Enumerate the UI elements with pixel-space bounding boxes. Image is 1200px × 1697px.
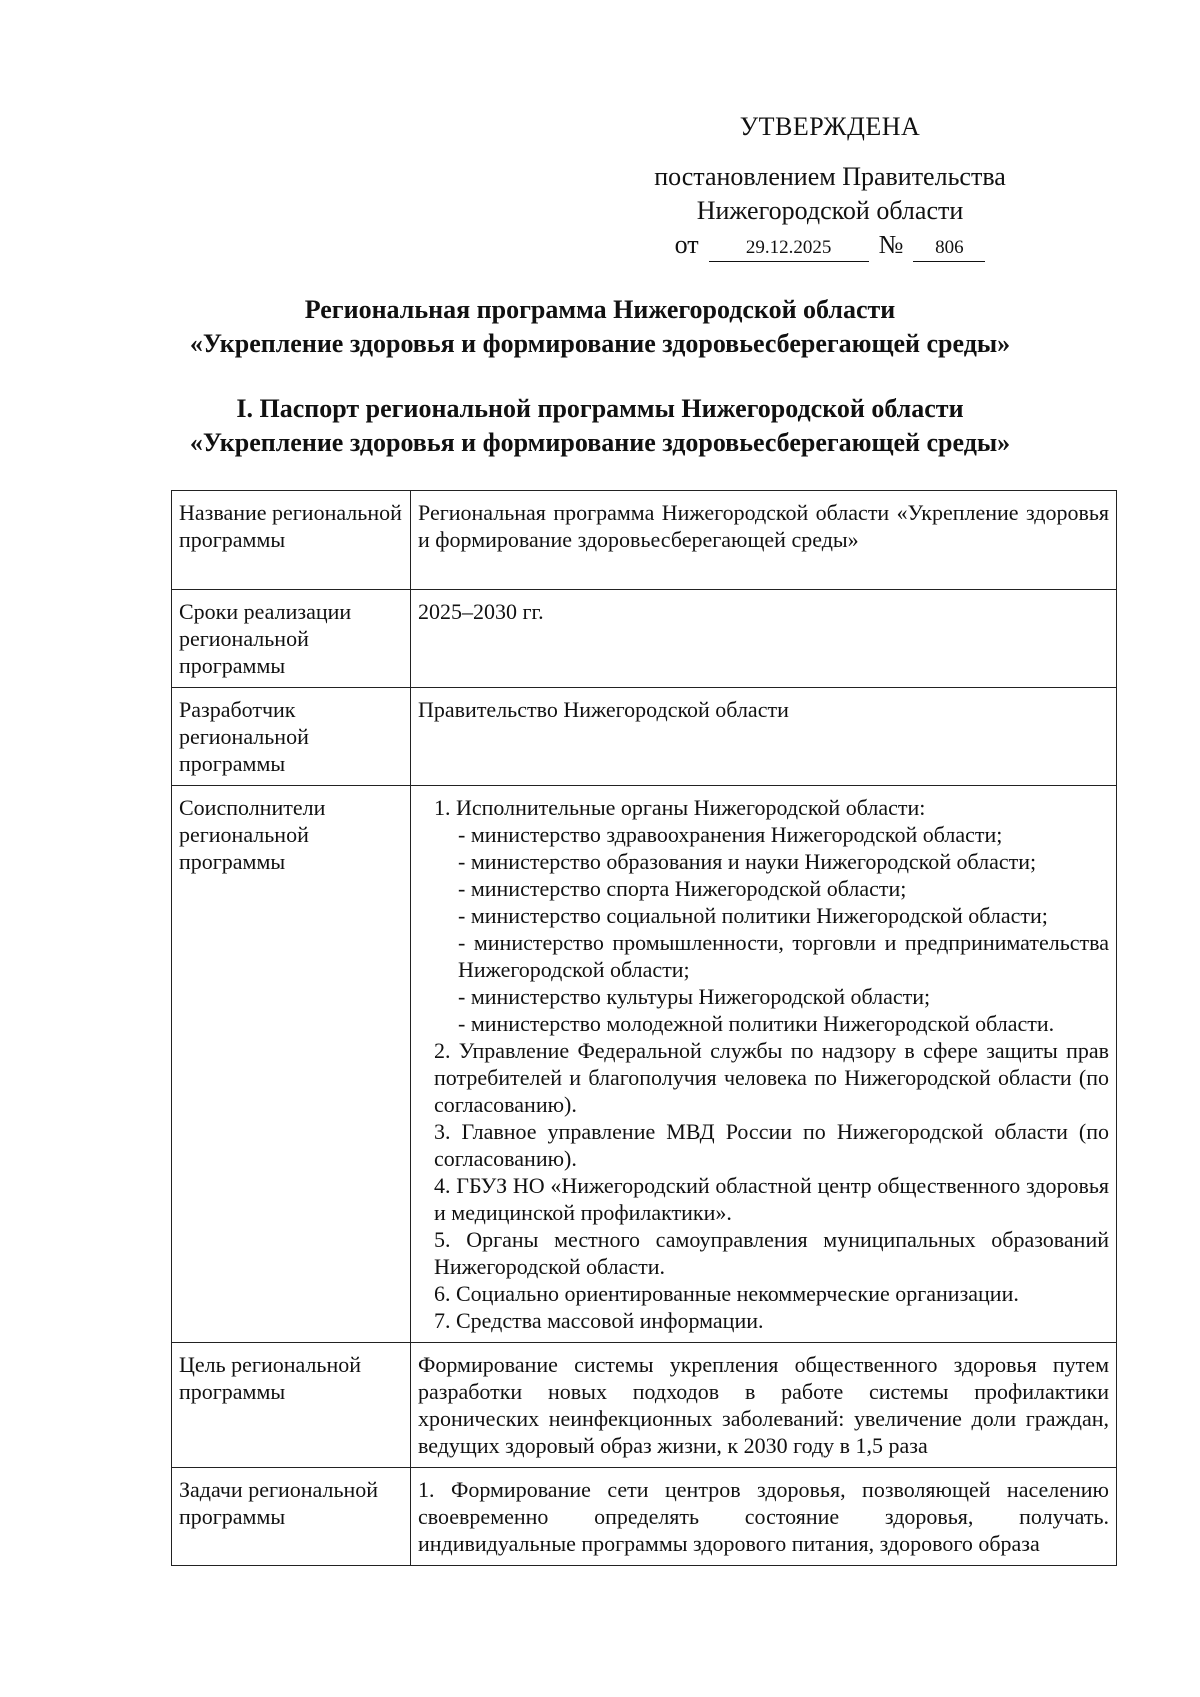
row-label: Разработчик региональной программы [172, 688, 411, 786]
from-label: от [674, 230, 699, 259]
list-item: - министерство образования и науки Нижегородской области; [458, 849, 1037, 874]
list-item: 2. Управление Федеральной службы по надзору в сфере защиты прав потребителей и благополучия человека по Нижегородской области (по согласованию). [434, 1038, 1109, 1117]
row-label: Соисполнители региональной программы [172, 786, 411, 1343]
row-value: Региональная программа Нижегородской области «Укрепление здоровья и формирование здоровьесберегающей среды» [411, 491, 1117, 590]
table-row [172, 688, 1117, 786]
list-item: 5. Органы местного самоуправления муниципальных образований Нижегородской области. [434, 1227, 1109, 1279]
passport-table [171, 490, 1117, 1566]
list-item: - министерство молодежной политики Нижегородской области. [458, 1011, 1055, 1036]
section-title-line-1: I. Паспорт региональной программы Нижегородской области [236, 394, 964, 423]
co-executors-list [418, 794, 1109, 1334]
list-item: 1. Исполнительные органы Нижегородской области: [434, 795, 926, 820]
table-row [172, 590, 1117, 688]
list-item: 3. Главное управление МВД России по Нижегородской области (по согласованию). [434, 1119, 1109, 1171]
program-title-line-1: Региональная программа Нижегородской области [304, 295, 896, 324]
row-label: Сроки реализации региональной программы [172, 590, 411, 688]
approval-stamp: УТВЕРЖДЕНА [739, 112, 921, 141]
program-title-line-2: «Укрепление здоровья и формирование здоровьесберегающей среды» [189, 329, 1011, 358]
row-label: Название региональной программы [172, 491, 411, 590]
row-value: Формирование системы укрепления общественного здоровья путем разработки новых подходов в работе системы профилактики хронических неинфекционных заболеваний: увеличение доли граждан, ведущих здоровый образ жизни, к 2030 году в 1,5 раза [411, 1343, 1117, 1468]
table-row [172, 1468, 1117, 1566]
approval-block [620, 110, 1040, 262]
list-item: - министерство здравоохранения Нижегородской области; [458, 822, 1003, 847]
list-item: - министерство социальной политики Нижегородской области; [458, 903, 1048, 928]
approval-line-2: Нижегородской области [696, 196, 964, 225]
approval-date-line [620, 228, 1040, 262]
row-value: 1. Формирование сети центров здоровья, позволяющей населению своевременно определять состояние здоровья, получать. индивидуальные программы здорового питания, здорового образа [411, 1468, 1117, 1566]
approval-number: 806 [913, 235, 985, 262]
row-label: Цель региональной программы [172, 1343, 411, 1468]
approval-line-1: постановлением Правительства [654, 162, 1006, 191]
number-label: № [878, 230, 904, 259]
row-value: Правительство Нижегородской области [411, 688, 1117, 786]
table-row [172, 1343, 1117, 1468]
table-row [172, 786, 1117, 1343]
list-item: 7. Средства массовой информации. [434, 1308, 764, 1333]
section-title [0, 392, 1200, 460]
approval-date: 29.12.2025 [709, 235, 869, 262]
row-value: 2025–2030 гг. [411, 590, 1117, 688]
program-title [0, 293, 1200, 361]
list-item: - министерство промышленности, торговли и предпринимательства Нижегородской области; [458, 930, 1109, 982]
list-item: 6. Социально ориентированные некоммерческие организации. [434, 1281, 1019, 1306]
table-row [172, 491, 1117, 590]
section-title-line-2: «Укрепление здоровья и формирование здоровьесберегающей среды» [189, 428, 1011, 457]
list-item: 4. ГБУЗ НО «Нижегородский областной центр общественного здоровья и медицинской профилактики». [434, 1173, 1109, 1225]
row-value [411, 786, 1117, 1343]
row-label: Задачи региональной программы [172, 1468, 411, 1566]
list-item: - министерство спорта Нижегородской области; [458, 876, 907, 901]
list-item: - министерство культуры Нижегородской области; [458, 984, 931, 1009]
